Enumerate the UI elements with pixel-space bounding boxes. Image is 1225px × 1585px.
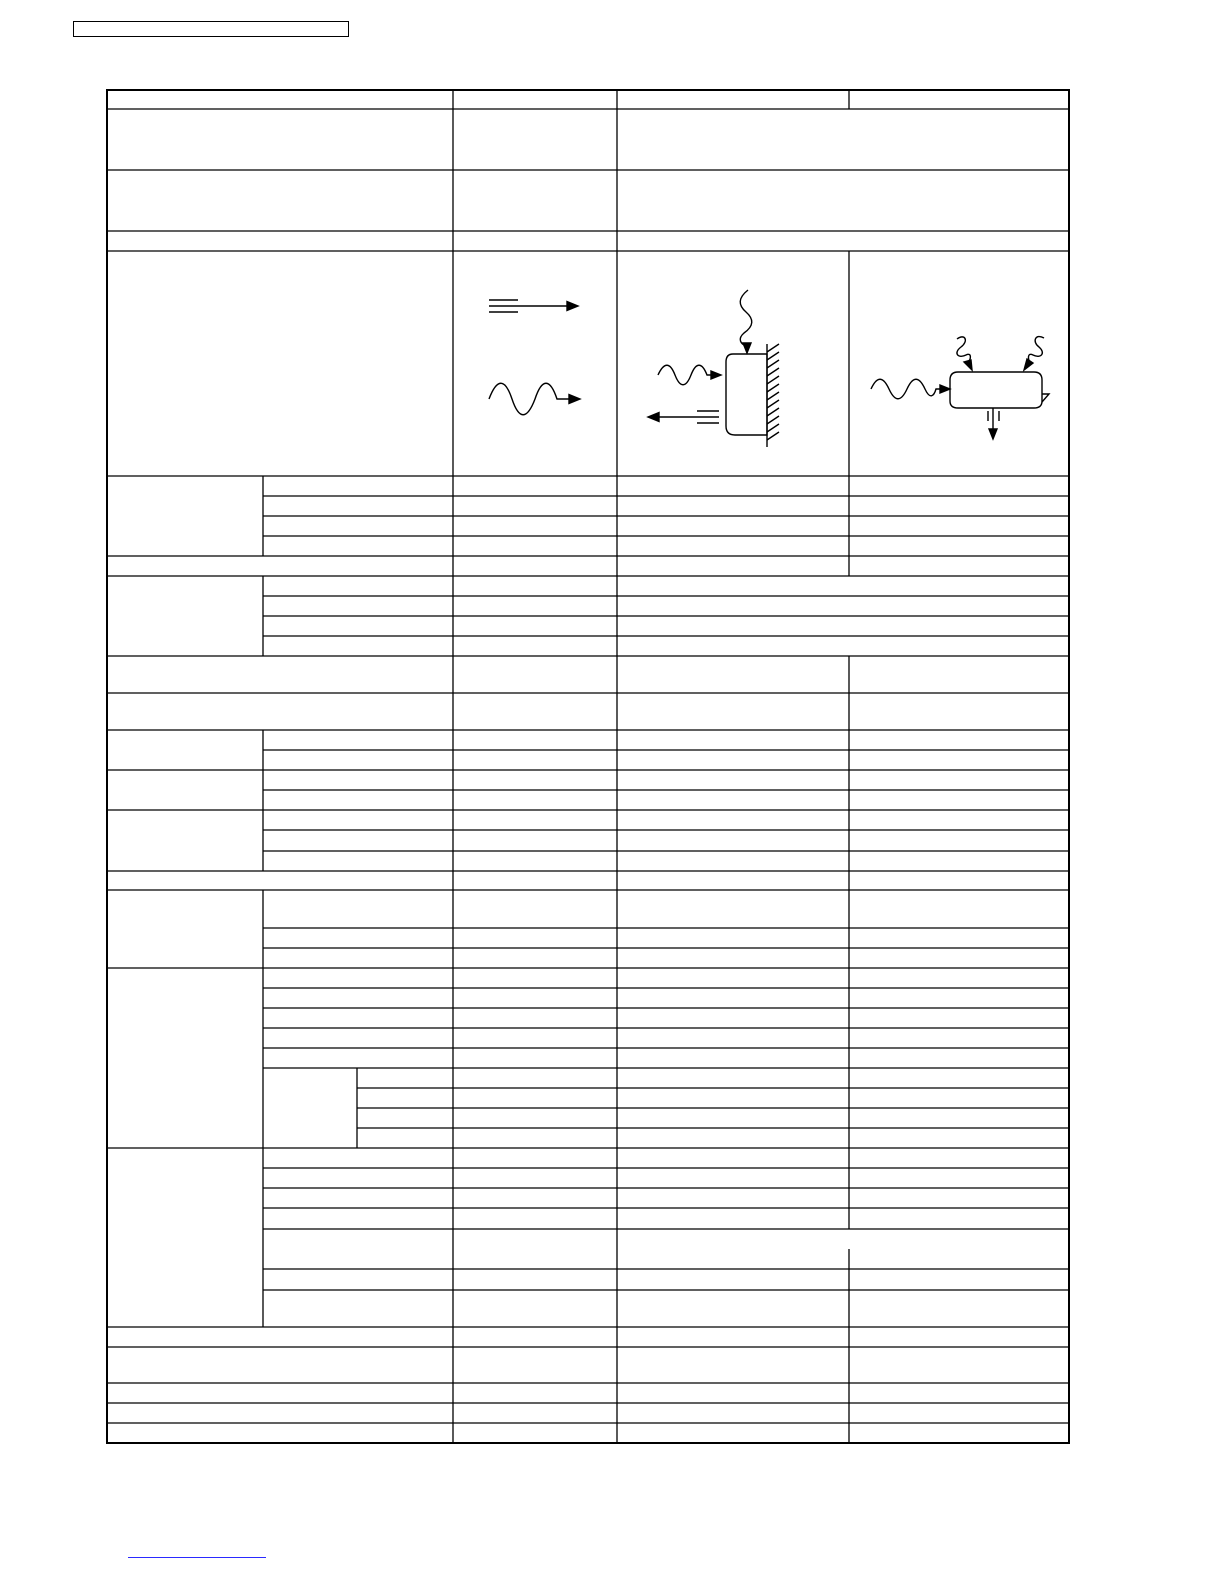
wall-mounted-unit-radiation-icon (648, 290, 779, 447)
box-unit-radiation-icon (871, 337, 1049, 439)
row-lines (107, 109, 1069, 1423)
table-border (107, 90, 1069, 1443)
wave-and-flow-arrows-icon (489, 300, 580, 415)
column-lines (263, 90, 849, 1443)
footer-link-underline[interactable] (128, 1557, 266, 1558)
